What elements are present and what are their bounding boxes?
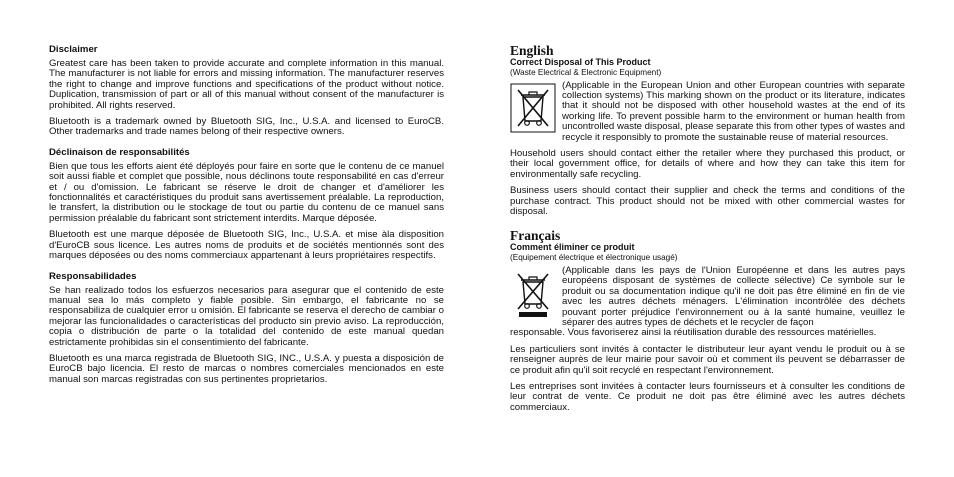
french-heading: Français [510, 228, 561, 244]
weee-bin-icon-fr [510, 268, 556, 318]
french-disclaimer-heading: Déclinaison de responsabilités [49, 146, 190, 158]
french-disclaimer-paragraph-1: Bien que tous les efforts aient été déployés pour faire en sorte que le contenu de ce manuel soit aussi fiable et complet que possible, nous déclinons toute responsabilité en cas d'erreur et / ou d'omission. Le fabricant se réserve le droit de changer et d'améliorer les fonctionnalités et caractéristiques du produit sans avertissement préalable. La reproduction, le transfert, la distribution ou le stockage de tout ou partie du contenu de ce manuel sans permission préalable du fabricant sont strictement interdits. Marque déposée. [49, 160, 444, 224]
english-weee-block [510, 81, 905, 143]
disclaimer-paragraph-2: Bluetooth is a trademark owned by Bluetooth SIG, Inc., U.S.A. and licensed to EuroCB. Other trademarks and trade names belong of their respective owners. [49, 116, 444, 138]
english-business-paragraph: Business users should contact their supplier and check the terms and conditions of the purchase contract. This product should not be mixed with other commercial wastes for disposal. [510, 185, 905, 217]
english-heading: English [510, 43, 554, 58]
left-column [49, 44, 444, 385]
french-business-paragraph: Les entreprises sont invitées à contacter leurs fournisseurs et à consulter les conditions de leur contrat de vente. Ce produit ne doit pas être éliminé avec les autres déchets commerciaux. [510, 380, 905, 413]
french-weee-continuation: responsable. Vous favoriserez ainsi la réutilisation durable des ressources matérielles. [510, 327, 877, 339]
disclaimer-heading: Disclaimer [49, 44, 98, 55]
right-column [510, 44, 905, 413]
french-disposal-subtitle: (Equipement électrique et électronique usagé) [510, 252, 678, 262]
spanish-disclaimer-paragraph-2: Bluetooth es una marca registrada de Bluetooth SIG, INC., U.S.A. y puesta a disposición de EuroCB bajo licencia. El resto de marcas o nombres comerciales mencionados en este manual son marcas registradas con sus pertinentes proprietarios. [49, 352, 444, 385]
french-household-paragraph: Les particuliers sont invités à contacter le distributeur leur ayant vendu le produit ou à se renseigner auprès de leur mairie pour savoir où et comment ils peuvent se débarrasser de ce produit afin qu'il soit recyclé en respectant l'environnement. [510, 343, 905, 376]
weee-bin-icon [510, 83, 556, 133]
spanish-disclaimer-paragraph-1: Se han realizado todos los esfuerzos necesarios para asegurar que el contenido de este manual sea lo más completo y fiable posible. Sin embargo, el fabricante no se responsabiliza de cualquier error u omisión. El fabricante se reserva el derecho de cambiar o mejorar las funcionalidades o características del producto sin previo aviso. La reproducción, copia o distribución de parte o la totalidad del contenido de este manual quedan estrictamente prohibidas sin el consentimiento del fabricante. [49, 284, 444, 348]
english-disposal-title: Correct Disposal of This Product [510, 57, 651, 67]
french-disclaimer-paragraph-2: Bluetooth est une marque déposée de Bluetooth SIG, Inc., U.S.A. et mise àla disposition d'EuroCB sous licence. Les autres noms de produits et de sociétés mentionnés sont des marques déposées ou des noms commerciaux appartenant à leurs propriétaires respectifs. [49, 229, 444, 262]
french-weee-text: (Applicable dans les pays de l'Union Européenne et dans les autres pays européens disposant de systèmes de collecte sélective) Ce symbole sur le produit ou sa documentation indique qu'il ne doit pas être éliminé en fin de vie avec les autres déchets ménagers. L'élimination incontrôlée des déchets pouvant porter préjudice l'environnement ou à la santé humaine, veuillez le séparer des autres types de déchets et le recycler de façon [562, 264, 905, 328]
english-weee-text: (Applicable in the European Union and other European countries with separate collection systems) This marking shown on the product or its literature, indicates that it should not be disposed with other household wastes at the end of its working life. To prevent possible harm to the environment or human health from uncontrolled waste disposal, please separate this from other types of wastes and recycle it responsibly to promote the sustainable reuse of material resources. [562, 79, 905, 143]
french-disposal-title: Comment éliminer ce produit [510, 242, 635, 253]
disclaimer-paragraph-1: Greatest care has been taken to provide accurate and complete information in this manual. The manufacturer is not liable for errors and missing information. The manufacturer reserves the right to change and improve functions and specifications of the product without notice. Duplication, transmission of part or all of this manual without consent of the manufacturer is prohibited. All rights reserved. [49, 58, 444, 111]
english-disposal-subtitle: (Waste Electrical & Electronic Equipment) [510, 67, 662, 77]
french-weee-block [510, 266, 905, 328]
spanish-disclaimer-heading: Responsabilidades [49, 270, 137, 282]
english-household-paragraph: Household users should contact either the retailer where they purchased this product, or their local government office, for details of where and how they can take this item for environmentally safe recycling. [510, 147, 905, 180]
